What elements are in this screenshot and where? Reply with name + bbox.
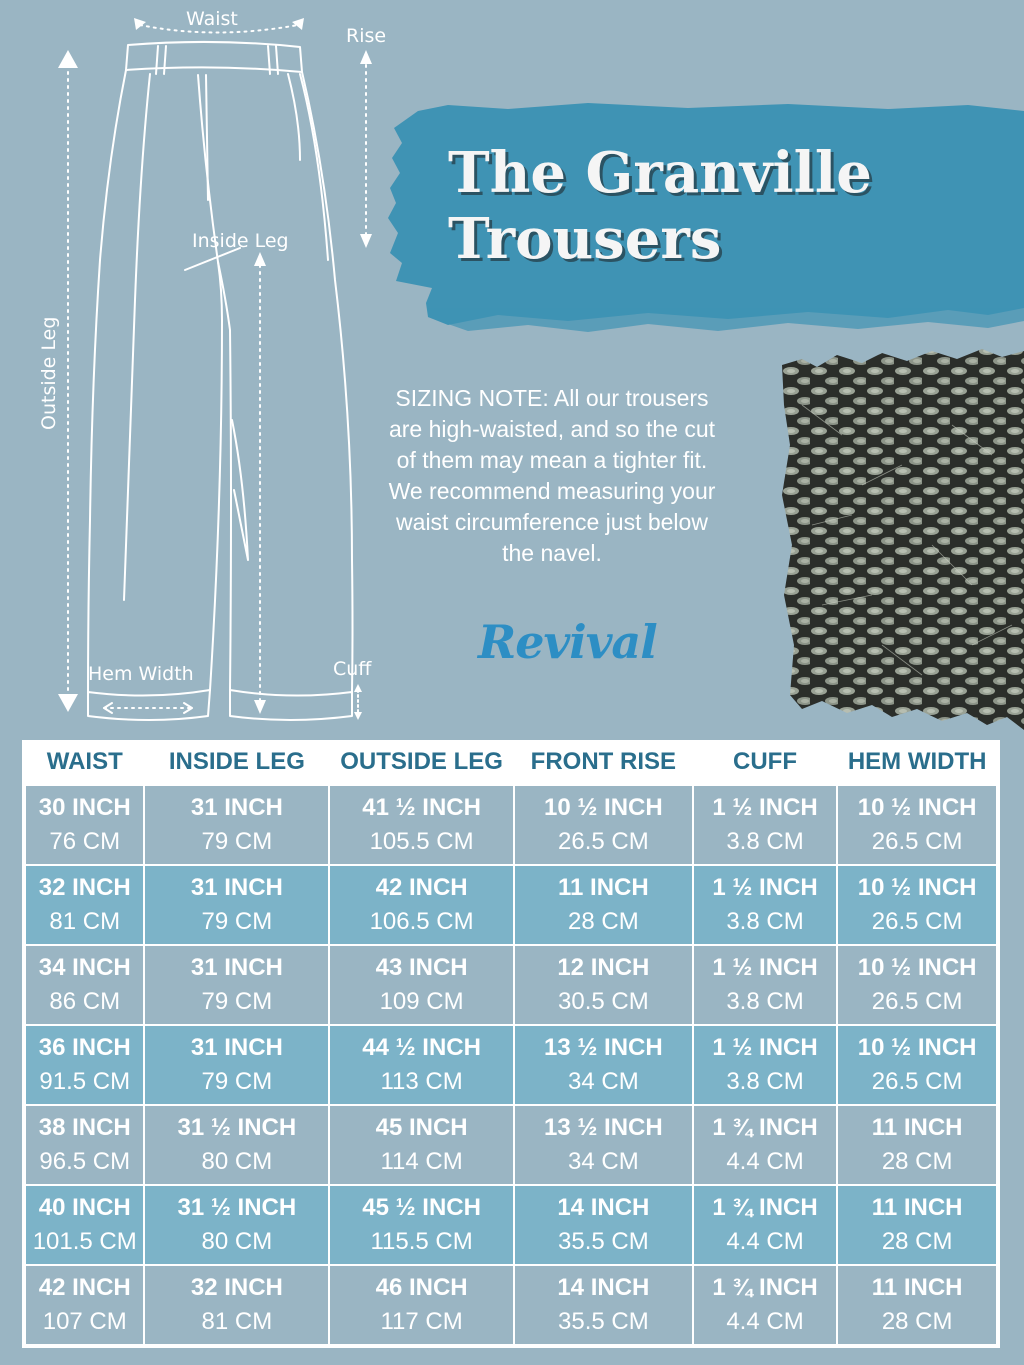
inch-value: 13 ½ INCH	[543, 1114, 663, 1141]
cm-value: 26.5 CM	[871, 828, 963, 855]
table-cell	[694, 1184, 837, 1264]
brand-logo: Revival	[478, 615, 657, 669]
cm-value: 34 CM	[568, 1068, 639, 1095]
cm-value: 105.5 CM	[369, 828, 474, 855]
cm-value: 114 CM	[380, 1148, 463, 1175]
cm-value: 80 CM	[201, 1148, 273, 1175]
cm-value: 28 CM	[568, 908, 639, 935]
table-cell	[515, 1104, 692, 1184]
cm-value: 91.5 CM	[39, 1068, 131, 1095]
inch-value: 44 ½ INCH	[362, 1034, 481, 1061]
inch-value: 11 INCH	[871, 1114, 963, 1141]
cm-value: 26.5 CM	[558, 828, 649, 855]
inch-value: 36 INCH	[38, 1034, 131, 1061]
inch-value: 10 ½ INCH	[857, 954, 977, 981]
inch-value: 11 INCH	[558, 874, 649, 901]
table-cell	[330, 1264, 513, 1344]
cm-value: 30.5 CM	[558, 988, 649, 1015]
table-cell	[694, 864, 837, 944]
inch-value: 1 ½ INCH	[712, 1034, 818, 1061]
inch-value: 31 INCH	[190, 874, 283, 901]
table-cell	[838, 1024, 996, 1104]
inch-value: 42 INCH	[375, 874, 468, 901]
table-cell	[694, 1024, 837, 1104]
cm-value: 101.5 CM	[32, 1228, 137, 1255]
cm-value: 35.5 CM	[558, 1228, 649, 1255]
cm-value: 79 CM	[201, 1068, 273, 1095]
cm-value: 106.5 CM	[369, 908, 474, 935]
table-cell	[330, 1024, 513, 1104]
cm-value: 3.8 CM	[726, 908, 804, 935]
trousers-diagram	[0, 0, 400, 730]
sizing-note: SIZING NOTE: All our trousers are high-waisted, and so the cut of them may mean a tighter fit. We recommend measuring your waist circumference just below the navel.	[388, 385, 716, 566]
inch-value: 31 ½ INCH	[177, 1194, 297, 1221]
cm-value: 113 CM	[380, 1068, 463, 1095]
cm-value: 28 CM	[881, 1228, 953, 1255]
outside-leg-label: Outside Leg	[38, 316, 60, 430]
fabric-swatch-image	[782, 345, 1024, 730]
cm-value: 96.5 CM	[39, 1148, 131, 1175]
table-cell	[26, 1104, 143, 1184]
waist-label: Waist	[186, 8, 238, 30]
inch-value: 14 INCH	[557, 1274, 650, 1301]
trousers-outline-icon	[0, 0, 400, 730]
cm-value: 28 CM	[881, 1148, 953, 1175]
table-cell	[694, 1264, 837, 1344]
cm-value: 115.5 CM	[370, 1228, 473, 1255]
cm-value: 4.4 CM	[726, 1308, 804, 1335]
inch-value: 1 ½ INCH	[712, 954, 818, 981]
table-cell	[838, 784, 996, 864]
table-cell	[515, 1024, 692, 1104]
table-cell	[515, 1184, 692, 1264]
table-cell	[838, 1264, 996, 1344]
table-cell	[145, 944, 328, 1024]
inch-value: 43 INCH	[375, 954, 468, 981]
table-cell	[145, 1104, 328, 1184]
page-title	[448, 140, 1008, 272]
cm-value: 117 CM	[380, 1308, 463, 1335]
table-row	[26, 944, 996, 1024]
inch-value: 32 INCH	[190, 1274, 283, 1301]
table-cell	[26, 864, 143, 944]
table-cell	[515, 784, 692, 864]
inch-value: 1 ½ INCH	[712, 874, 818, 901]
inch-value: 31 INCH	[190, 1034, 283, 1061]
inch-value: 46 INCH	[375, 1274, 468, 1301]
inch-value: 1 ¾ INCH	[712, 1274, 818, 1301]
inch-value: 45 ½ INCH	[362, 1194, 481, 1221]
cm-value: 109 CM	[379, 988, 464, 1015]
inch-value: 10 ½ INCH	[857, 874, 977, 901]
inch-value: 42 INCH	[38, 1274, 131, 1301]
cuff-label: Cuff	[333, 658, 372, 680]
inch-value: 41 ½ INCH	[362, 794, 481, 821]
table-cell	[838, 1184, 996, 1264]
inch-value: 40 INCH	[38, 1194, 131, 1221]
cm-value: 81 CM	[49, 908, 121, 935]
cm-value: 26.5 CM	[871, 988, 963, 1015]
inch-value: 30 INCH	[38, 794, 131, 821]
size-chart-table	[22, 740, 1000, 1348]
cm-value: 79 CM	[201, 908, 273, 935]
table-row	[26, 1104, 996, 1184]
cm-value: 26.5 CM	[871, 908, 963, 935]
table-cell	[26, 1024, 143, 1104]
table-row	[26, 1184, 996, 1264]
table-cell	[694, 1104, 837, 1184]
title-line-2: Trousers	[448, 206, 722, 272]
table-cell	[838, 864, 996, 944]
inch-value: 38 INCH	[38, 1114, 131, 1141]
inch-value: 11 INCH	[871, 1194, 963, 1221]
table-cell	[145, 784, 328, 864]
cm-value: 4.4 CM	[726, 1228, 804, 1255]
table-cell	[145, 864, 328, 944]
cm-value: 80 CM	[201, 1228, 273, 1255]
inch-value: 31 INCH	[190, 794, 283, 821]
inch-value: 1 ½ INCH	[712, 794, 818, 821]
table-cell	[694, 944, 837, 1024]
inside-leg-label: Inside Leg	[192, 230, 289, 252]
table-row	[26, 1024, 996, 1104]
cm-value: 34 CM	[568, 1148, 639, 1175]
table-cell	[838, 944, 996, 1024]
inch-value: 1 ¾ INCH	[712, 1114, 818, 1141]
title-line-1: The Granville	[448, 140, 872, 206]
inch-value: 14 INCH	[557, 1194, 650, 1221]
table-cell	[26, 1184, 143, 1264]
table-cell	[330, 1184, 513, 1264]
inch-value: 12 INCH	[557, 954, 650, 981]
table-cell	[515, 864, 692, 944]
cm-value: 35.5 CM	[558, 1308, 649, 1335]
table-cell	[26, 944, 143, 1024]
table-cell	[330, 784, 513, 864]
column-header-cuff: CUFF	[694, 740, 837, 784]
inch-value: 32 INCH	[38, 874, 131, 901]
rise-label: Rise	[346, 25, 387, 47]
cm-value: 107 CM	[42, 1308, 127, 1335]
hem-width-label: Hem Width	[88, 663, 194, 685]
table-row	[26, 784, 996, 864]
table-body	[26, 784, 996, 1344]
table-cell	[26, 1264, 143, 1344]
cm-value: 3.8 CM	[726, 828, 804, 855]
cm-value: 79 CM	[201, 988, 273, 1015]
cm-value: 81 CM	[201, 1308, 273, 1335]
inch-value: 13 ½ INCH	[543, 1034, 663, 1061]
table-cell	[145, 1184, 328, 1264]
table-cell	[515, 1264, 692, 1344]
inch-value: 45 INCH	[375, 1114, 468, 1141]
cm-value: 76 CM	[49, 828, 121, 855]
table-cell	[26, 784, 143, 864]
table-cell	[330, 1104, 513, 1184]
column-header-hem-width: HEM WIDTH	[838, 740, 996, 784]
table-cell	[145, 1264, 328, 1344]
column-header-inside-leg: INSIDE LEG	[145, 740, 328, 784]
table-header-row	[26, 740, 996, 784]
inch-value: 31 INCH	[190, 954, 283, 981]
table-cell	[330, 864, 513, 944]
table-row	[26, 1264, 996, 1344]
cm-value: 4.4 CM	[726, 1148, 804, 1175]
inch-value: 10 ½ INCH	[857, 794, 977, 821]
inch-value: 11 INCH	[871, 1274, 963, 1301]
table-cell	[145, 1024, 328, 1104]
column-header-front-rise: FRONT RISE	[515, 740, 692, 784]
cm-value: 79 CM	[201, 828, 273, 855]
inch-value: 10 ½ INCH	[543, 794, 663, 821]
cm-value: 28 CM	[881, 1308, 953, 1335]
inch-value: 10 ½ INCH	[857, 1034, 977, 1061]
cm-value: 3.8 CM	[726, 1068, 804, 1095]
inch-value: 31 ½ INCH	[177, 1114, 297, 1141]
table-row	[26, 864, 996, 944]
table-cell	[330, 944, 513, 1024]
column-header-outside-leg: OUTSIDE LEG	[330, 740, 513, 784]
table-cell	[515, 944, 692, 1024]
column-header-waist: WAIST	[26, 740, 143, 784]
inch-value: 1 ¾ INCH	[712, 1194, 818, 1221]
table-cell	[694, 784, 837, 864]
cm-value: 3.8 CM	[726, 988, 804, 1015]
cm-value: 86 CM	[49, 988, 121, 1015]
cm-value: 26.5 CM	[871, 1068, 963, 1095]
inch-value: 34 INCH	[38, 954, 131, 981]
table-cell	[838, 1104, 996, 1184]
